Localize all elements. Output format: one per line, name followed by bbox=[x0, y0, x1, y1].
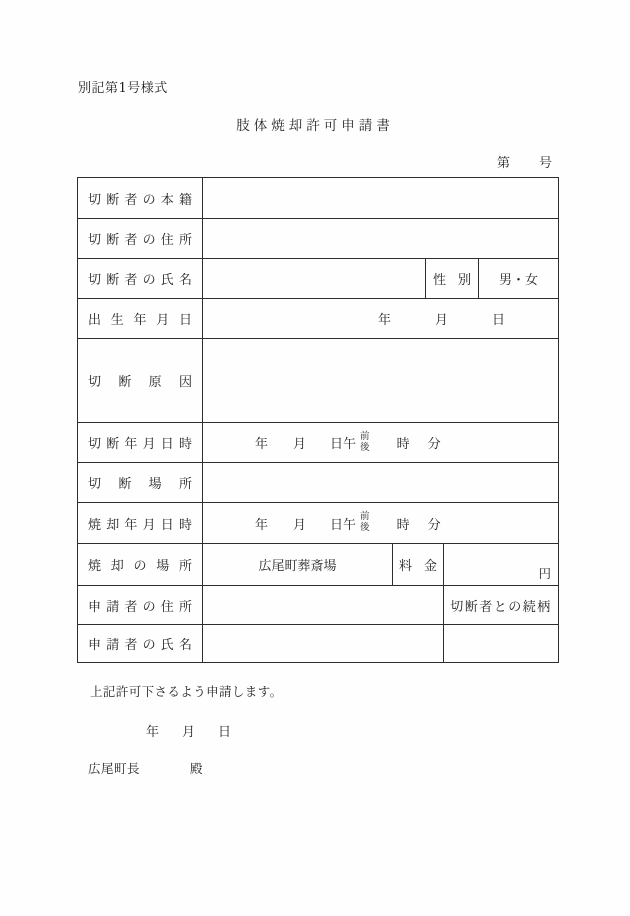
applicant-address-label: 申 請 者 の 住 所 bbox=[88, 599, 192, 615]
fee-label: 料 金 bbox=[399, 559, 437, 574]
table-row bbox=[78, 625, 559, 663]
cause-label-cell bbox=[78, 339, 203, 423]
cut-datetime-label-cell bbox=[78, 423, 203, 463]
applicant-address-label-cell bbox=[78, 586, 203, 625]
birth-label-cell bbox=[78, 299, 203, 339]
table-row bbox=[78, 219, 559, 259]
sex-label-cell bbox=[426, 259, 479, 299]
addressee-line bbox=[88, 759, 203, 777]
cut-day-label: 日午 bbox=[330, 437, 357, 452]
domicile-label: 切 断 者 の 本 籍 bbox=[88, 192, 192, 208]
applicant-name-field[interactable] bbox=[203, 625, 444, 663]
document-number-suffix: 号 bbox=[538, 156, 552, 171]
application-date-line[interactable] bbox=[146, 721, 231, 740]
name-label: 切 断 者 の 氏 名 bbox=[88, 273, 192, 288]
table-row bbox=[78, 544, 559, 586]
burn-datetime-label-cell bbox=[78, 503, 203, 544]
cause-label: 切 断 原 因 bbox=[88, 375, 192, 390]
sex-label: 性 別 bbox=[433, 273, 471, 288]
relation-label-cell bbox=[444, 586, 559, 625]
form-style-note: 別記第1号様式 bbox=[78, 81, 168, 96]
burn-place-label: 焼 却 の 場 所 bbox=[88, 559, 192, 574]
cut-place-field[interactable] bbox=[203, 463, 559, 503]
birth-day-label: 日 bbox=[492, 313, 506, 328]
addressee-name: 広尾町長 bbox=[88, 761, 141, 776]
date-month-label: 月 bbox=[182, 725, 196, 740]
birth-label: 出 生 年 月 日 bbox=[88, 313, 192, 328]
cut-month-label: 月 bbox=[293, 437, 307, 452]
name-field[interactable] bbox=[203, 259, 426, 299]
fee-label-cell bbox=[393, 544, 444, 586]
cut-place-label-cell bbox=[78, 463, 203, 503]
fee-unit-label: 円 bbox=[538, 566, 552, 581]
pm-label: 後 bbox=[360, 522, 370, 533]
birth-date-field[interactable] bbox=[203, 299, 559, 339]
burn-ampm-choice[interactable] bbox=[360, 512, 370, 534]
cut-datetime-label: 切 断 年 月 日 時 bbox=[88, 437, 192, 452]
burn-datetime-field[interactable] bbox=[203, 503, 559, 544]
table-row bbox=[78, 463, 559, 503]
applicant-name-label: 申 請 者 の 氏 名 bbox=[88, 638, 192, 653]
date-year-label: 年 bbox=[146, 725, 160, 740]
burn-place-label-cell bbox=[78, 544, 203, 586]
applicant-address-field[interactable] bbox=[203, 586, 444, 625]
address-field[interactable] bbox=[203, 219, 559, 259]
addressee-honorific: 殿 bbox=[190, 761, 204, 776]
birth-date-template bbox=[203, 309, 558, 328]
cut-ampm-choice[interactable] bbox=[360, 432, 370, 454]
burn-datetime-label: 焼 却 年 月 日 時 bbox=[88, 517, 192, 533]
domicile-field[interactable] bbox=[203, 178, 559, 219]
cut-year-label: 年 bbox=[255, 437, 269, 452]
fee-field[interactable] bbox=[444, 544, 559, 586]
relation-value-field[interactable] bbox=[444, 625, 559, 663]
cut-minute-label: 分 bbox=[427, 437, 441, 452]
birth-month-label: 月 bbox=[435, 313, 449, 328]
domicile-label-cell bbox=[78, 178, 203, 219]
burn-place-value: 広尾町葬斎場 bbox=[203, 544, 393, 586]
table-row bbox=[78, 259, 559, 299]
table-row bbox=[78, 423, 559, 463]
address-label: 切 断 者 の 住 所 bbox=[88, 233, 192, 248]
name-label-cell bbox=[78, 259, 203, 299]
table-row bbox=[78, 586, 559, 625]
burn-hour-label: 時 bbox=[396, 517, 410, 533]
birth-year-label: 年 bbox=[378, 313, 392, 328]
address-label-cell bbox=[78, 219, 203, 259]
document-number-prefix: 第 bbox=[496, 156, 510, 171]
document-number bbox=[497, 152, 552, 171]
cut-place-label: 切 断 場 所 bbox=[88, 477, 192, 492]
burn-day-label: 日午 bbox=[330, 517, 357, 533]
page-title: 肢体焼却許可申請書 bbox=[236, 118, 394, 134]
date-day-label: 日 bbox=[218, 725, 232, 740]
burn-year-label: 年 bbox=[255, 517, 269, 533]
am-label: 前 bbox=[360, 511, 370, 523]
cause-field[interactable] bbox=[203, 339, 559, 423]
relation-label: 切断者との続柄 bbox=[450, 599, 552, 615]
burn-month-label: 月 bbox=[293, 517, 307, 533]
cut-datetime-field[interactable] bbox=[203, 423, 559, 463]
application-table bbox=[77, 177, 559, 663]
table-row bbox=[78, 339, 559, 423]
table-row bbox=[78, 299, 559, 339]
applicant-name-label-cell bbox=[78, 625, 203, 663]
burn-datetime-template bbox=[203, 512, 558, 534]
table-row bbox=[78, 503, 559, 544]
cut-hour-label: 時 bbox=[396, 437, 410, 452]
cut-datetime-template bbox=[203, 432, 558, 454]
table-row bbox=[78, 178, 559, 219]
pm-label: 後 bbox=[360, 441, 370, 453]
application-statement: 上記許可下さるよう申請します。 bbox=[90, 684, 283, 699]
sex-choice-field[interactable]: 男・女 bbox=[479, 259, 559, 299]
burn-minute-label: 分 bbox=[427, 517, 441, 533]
am-label: 前 bbox=[360, 430, 370, 442]
